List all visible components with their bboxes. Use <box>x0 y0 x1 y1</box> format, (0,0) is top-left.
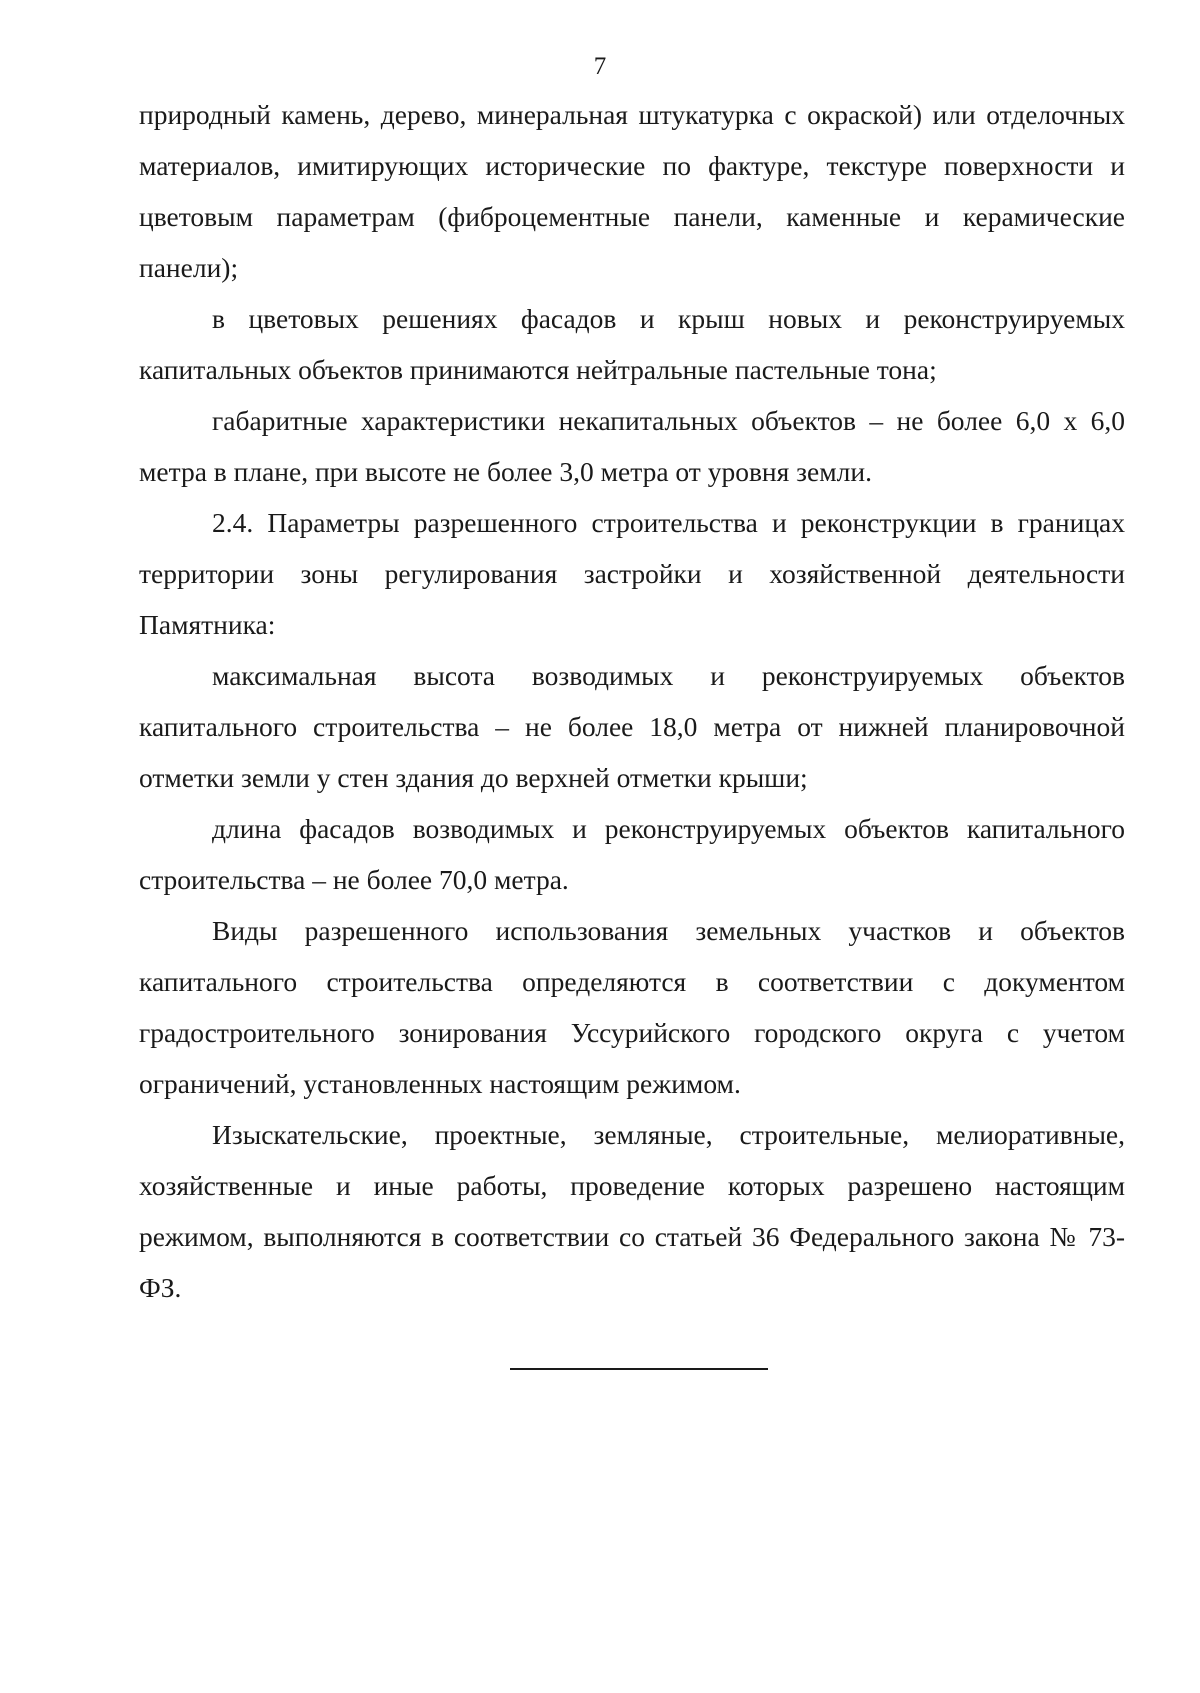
paragraph-continuation: природный камень, дерево, минеральная штукатурка с окраской) или отделочных материалов, имитирующих исторические по фактуре, текстуре поверхности и цветовым параметрам (фиброцементные панели, каменные и керамические панели); <box>139 99 1125 283</box>
end-of-document-rule <box>510 1368 768 1370</box>
paragraph-facade-length: длина фасадов возводимых и реконструируемых объектов капитального строительства – не более 70,0 метра. <box>139 813 1125 895</box>
paragraph-max-height: максимальная высота возводимых и реконструируемых объектов капитального строительства – не более 18,0 метра от нижней планировочной отметки земли у стен здания до верхней отметки крыши; <box>139 660 1125 793</box>
paragraph-color-solutions: в цветовых решениях фасадов и крыш новых и реконструируемых капитальных объектов принимаются нейтральные пастельные тона; <box>139 303 1125 385</box>
paragraph-non-capital-dimensions: габаритные характеристики некапитальных объектов – не более 6,0 х 6,0 метра в плане, при высоте не более 3,0 метра от уровня земли. <box>139 405 1125 487</box>
page-number: 7 <box>593 53 607 80</box>
paragraph-permitted-use: Виды разрешенного использования земельных участков и объектов капитального строительства определяются в соответствии с документом градостроительного зонирования Уссурийского городского округа с учетом ограничений, установленных настоящим режимом. <box>139 915 1125 1099</box>
paragraph-section-2-4: 2.4. Параметры разрешенного строительства и реконструкции в границах территории зоны регулирования застройки и хозяйственной деятельности Памятника: <box>139 507 1125 640</box>
document-body <box>139 89 1125 1313</box>
paragraph-works: Изыскательские, проектные, земляные, строительные, мелиоративные, хозяйственные и иные работы, проведение которых разрешено настоящим режимом, выполняются в соответствии со статьей 36 Федерального закона № 73-ФЗ. <box>139 1119 1125 1303</box>
